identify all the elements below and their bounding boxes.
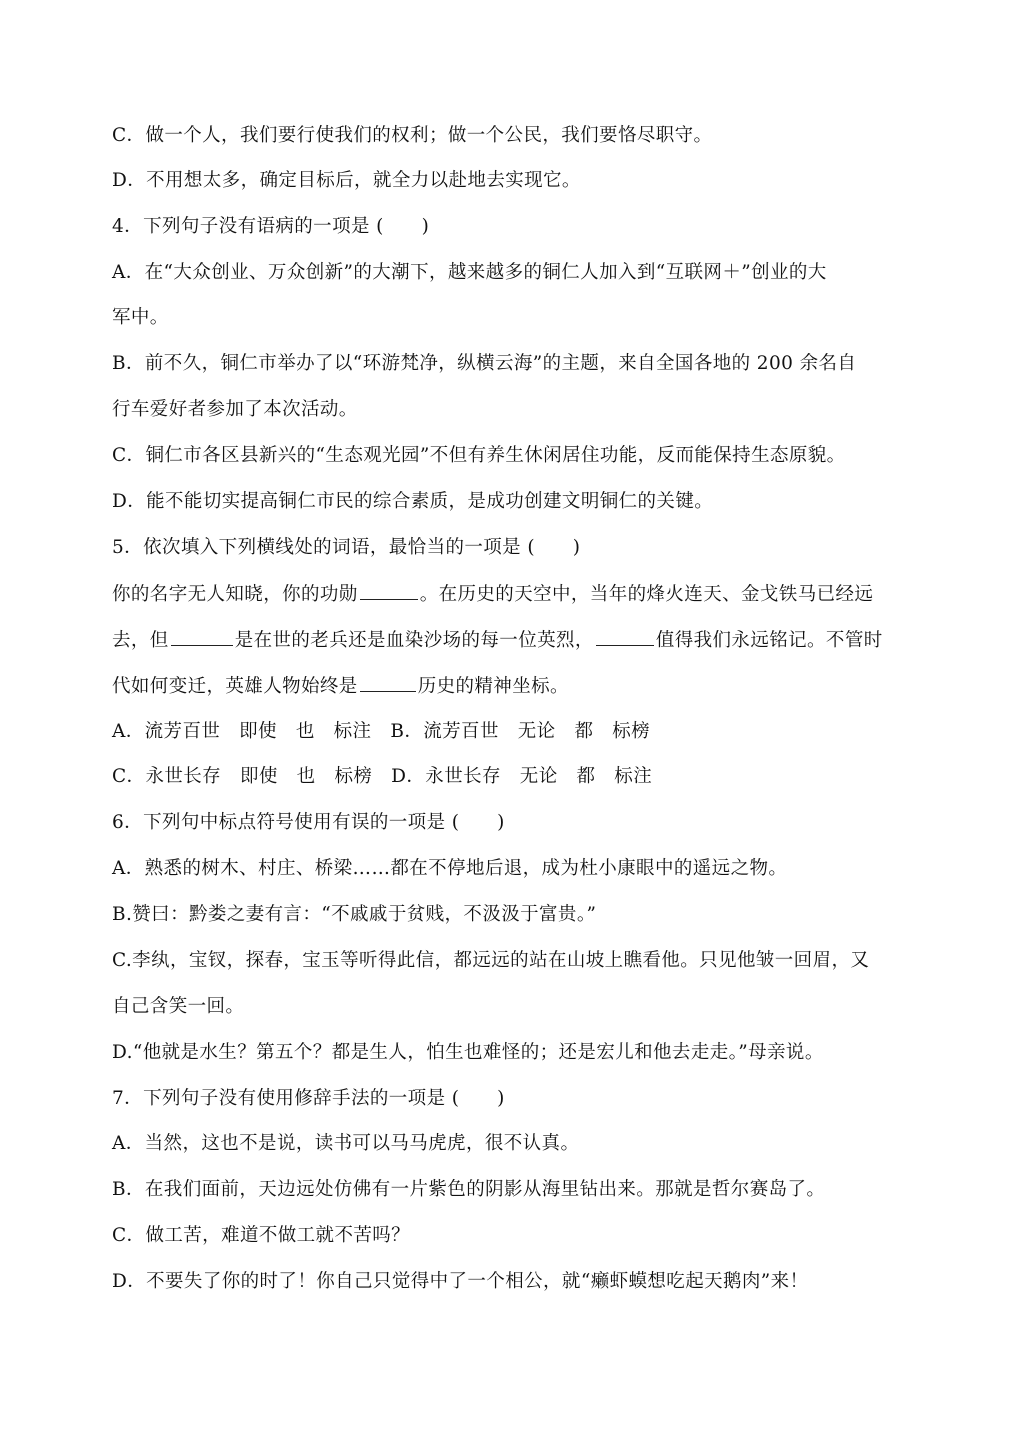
option-4d: D．能不能切实提高铜仁市民的综合素质，是成功创建文明铜仁的关键。 — [112, 491, 714, 512]
fill-blank — [171, 627, 233, 646]
question-5: 5．依次填入下列横线处的词语，最恰当的一项是 ( ) — [112, 537, 581, 558]
option-7d: D．不要失了你的时了！你自己只觉得中了一个相公，就“癞虾蟆想吃起天鹅肉”来！ — [112, 1271, 809, 1292]
passage-line-2 — [112, 627, 932, 654]
option-7b: B．在我们面前，天边远处仿佛有一片紫色的阴影从海里钻出来。那就是哲尔赛岛了。 — [112, 1179, 826, 1200]
passage-text: 是在世的老兵还是血染沙场的每一位英烈， — [234, 630, 594, 651]
option-6b: B.赞曰：黔娄之妻有言：“不戚戚于贫贱，不汲汲于富贵。” — [112, 904, 597, 925]
fill-blank — [596, 627, 654, 646]
fill-blank — [360, 673, 416, 692]
option-6a: A．熟悉的树木、村庄、桥梁……都在不停地后退，成为杜小康眼中的遥远之物。 — [112, 858, 788, 879]
option-6c-line1: C.李纨，宝钗，探春，宝玉等听得此信，都远远的站在山坡上瞧看他。只见他皱一回眉，又 — [112, 950, 870, 971]
option-4a-line2: 军中。 — [112, 307, 169, 328]
passage-line-3 — [112, 673, 932, 700]
question-4: 4．下列句子没有语病的一项是 ( ) — [112, 216, 430, 237]
option-7c: C．做工苦，难道不做工就不苦吗？ — [112, 1225, 411, 1246]
option-3d: D．不用想太多，确定目标后，就全力以赴地去实现它。 — [112, 170, 581, 191]
option-6c-line2: 自己含笑一回。 — [112, 996, 245, 1017]
question-7: 7．下列句子没有使用修辞手法的一项是 ( ) — [112, 1088, 505, 1109]
fill-blank — [360, 581, 418, 600]
options-5ab: A．流芳百世 即使 也 标注 B．流芳百世 无论 都 标榜 — [112, 721, 651, 742]
passage-text: 你的名字无人知晓，你的功勋 — [112, 584, 358, 605]
question-6: 6．下列句中标点符号使用有误的一项是 ( ) — [112, 812, 505, 833]
option-4a-line1: A．在“大众创业、万众创新”的大潮下，越来越多的铜仁人加入到“互联网＋”创业的大 — [112, 262, 827, 283]
option-4b-line1: B．前不久，铜仁市举办了以“环游梵净，纵横云海”的主题，来自全国各地的 200 余名自 — [112, 353, 857, 374]
passage-text: 去，但 — [112, 630, 169, 651]
passage-line-1 — [112, 581, 932, 608]
passage-text: 代如何变迁，英雄人物始终是 — [112, 676, 358, 697]
option-4b-line2: 行车爱好者参加了本次活动。 — [112, 399, 358, 420]
option-6d: D.“他就是水生？第五个？都是生人，怕生也难怪的；还是宏儿和他去走走。”母亲说。 — [112, 1042, 824, 1063]
options-5cd: C．永世长存 即使 也 标榜 D．永世长存 无论 都 标注 — [112, 766, 653, 787]
passage-text: 。在历史的天空中，当年的烽火连天、金戈铁马已经远 — [419, 584, 874, 605]
option-7a: A．当然，这也不是说，读书可以马马虎虎，很不认真。 — [112, 1133, 580, 1154]
option-3c: C．做一个人，我们要行使我们的权利；做一个公民，我们要恪尽职守。 — [112, 125, 713, 146]
option-4c: C．铜仁市各区县新兴的“生态观光园”不但有养生休闲居住功能，反而能保持生态原貌。 — [112, 445, 846, 466]
passage-text: 值得我们永远铭记。不管时 — [655, 630, 883, 651]
passage-text: 历史的精神坐标。 — [417, 676, 569, 697]
